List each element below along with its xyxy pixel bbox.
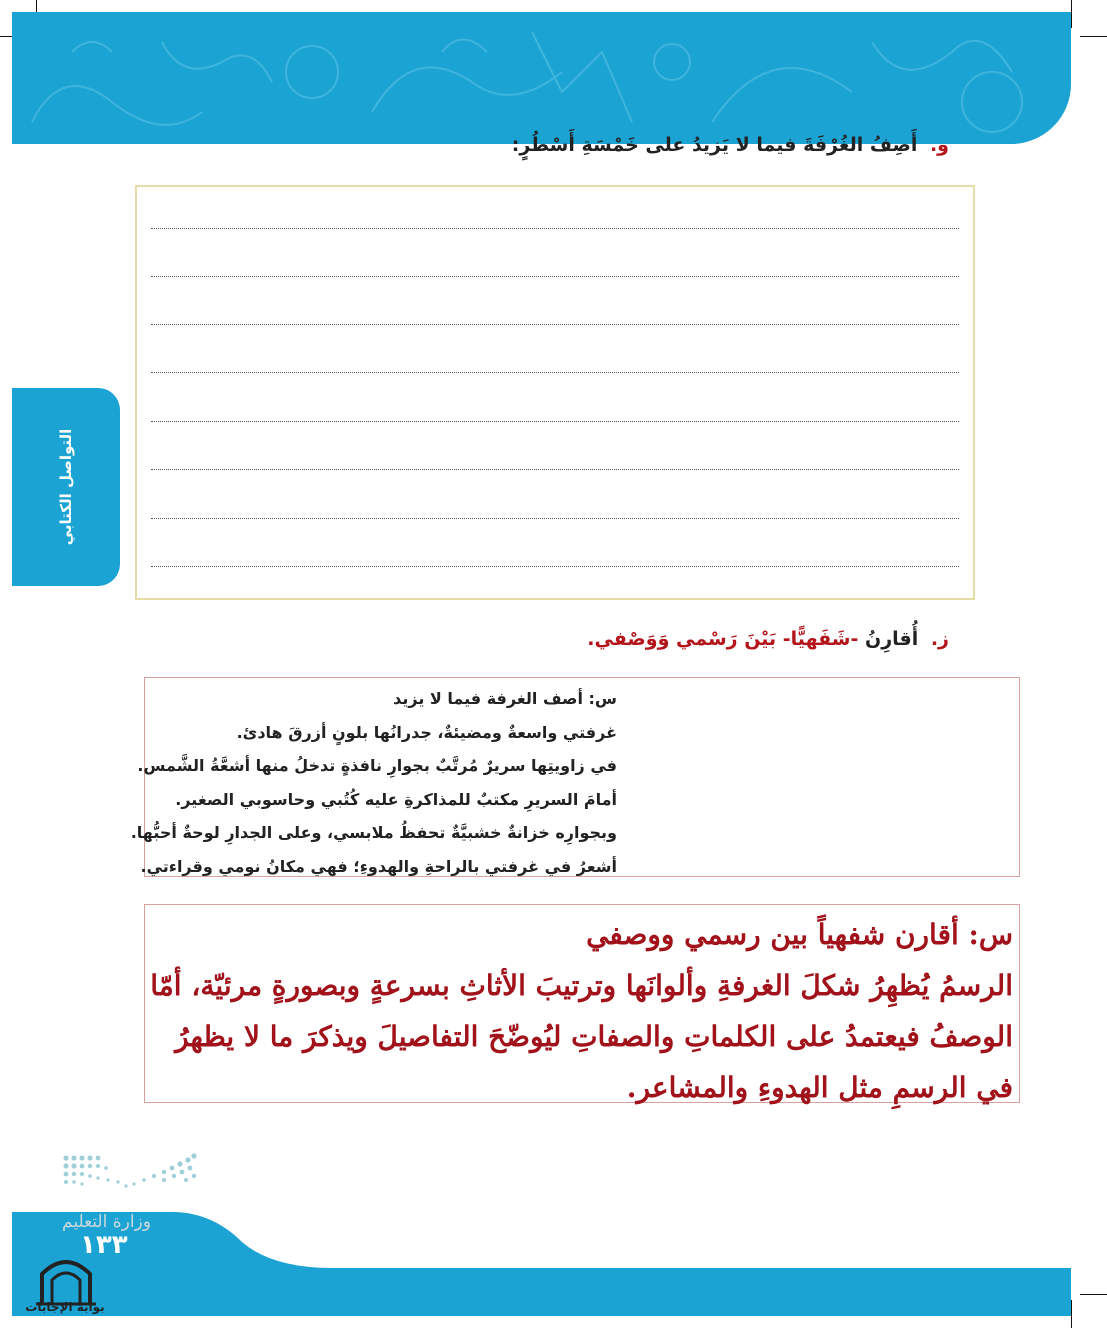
question-text: أُقارِنُ <box>858 628 919 650</box>
writing-line[interactable] <box>151 228 959 229</box>
ministry-name: وزارة التعليم <box>62 1212 151 1232</box>
section-side-tab-label: التواصل الكتابي <box>57 428 75 546</box>
gate-label: بوابة الإجابات <box>25 1300 105 1314</box>
section-side-tab <box>12 388 120 586</box>
writing-line[interactable] <box>151 372 959 373</box>
question-letter: و. <box>929 134 949 156</box>
question-text-red: -شَفَهيًّا- بَيْنَ رَسْمي وَوَصْفي. <box>587 628 859 650</box>
answer-line: في زاويتِها سريرٌ مُرتَّبٌ بجوارِ نافذةٍ تدخلُ منها أشعَّةُ الشَّمس. <box>137 756 617 775</box>
crop-mark <box>1071 0 1072 28</box>
crop-mark <box>1071 1300 1072 1328</box>
answer-line: س: أصف الغرفة فيما لا يزيد <box>393 689 617 708</box>
answer-line: غرفتي واسعةٌ ومضيئةٌ، جدرانُها بلونٍ أزرقَ هادئ. <box>236 722 617 742</box>
writing-line[interactable] <box>151 566 959 567</box>
answer-line: أشعرُ في غرفتي بالراحةِ والهدوءِ؛ فهي مكانُ نومي وقراءتي. <box>140 856 617 876</box>
answer-box-comparison <box>144 904 1020 1103</box>
writing-line[interactable] <box>151 518 959 519</box>
top-banner <box>12 12 1071 144</box>
question-letter: ز. <box>930 628 949 650</box>
crop-mark <box>1080 36 1107 37</box>
writing-box[interactable] <box>135 185 975 600</box>
answer-comparison-text <box>145 909 1013 1113</box>
page-number: ١٣٣ <box>80 1230 128 1260</box>
writing-line[interactable] <box>151 324 959 325</box>
answer-comparison-body: الرسمُ يُظهِرُ شكلَ الغرفةِ وألوانَها وترتيبَ الأثاثِ بسرعةٍ وبصورةٍ مرئيّة، أمّا الوصفُ فيعتمدُ على الكلماتِ والصفاتِ ليُوضّحَ التفاصيلَ ويذكرَ ما لا يظهرُ في الرسمِ مثل الهدوءِ والمشاعر. <box>150 969 1013 1104</box>
answer-line: أمامَ السريرِ مكتبٌ للمذاكرةِ عليه كُتُبي وحاسوبي الصغير. <box>175 789 617 809</box>
answer-box-description <box>130 677 1020 877</box>
writing-line[interactable] <box>151 421 959 422</box>
question-w <box>512 134 949 156</box>
crop-mark <box>1080 1294 1107 1295</box>
answer-description-text <box>130 682 617 883</box>
writing-line[interactable] <box>151 469 959 470</box>
question-z <box>587 628 949 650</box>
writing-line[interactable] <box>151 276 959 277</box>
answer-comparison-question: س: أقارن شفهياً بين رسمي ووصفي <box>586 918 1013 951</box>
answer-line: وبجوارِه خزانةٌ خشبيَّةٌ تحفظُ ملابسي، وعلى الجدارِ لوحةٌ أحبُّها. <box>130 823 617 842</box>
ministry-logo-icon <box>60 1150 200 1200</box>
question-text: أَصِفُ الغُرْفَةَ فيما لا يَزيدُ على خَمْسَةِ أَسْطُرٍ: <box>511 134 918 156</box>
calligraphy-pattern <box>12 12 1071 144</box>
bottom-band <box>12 1212 1071 1316</box>
